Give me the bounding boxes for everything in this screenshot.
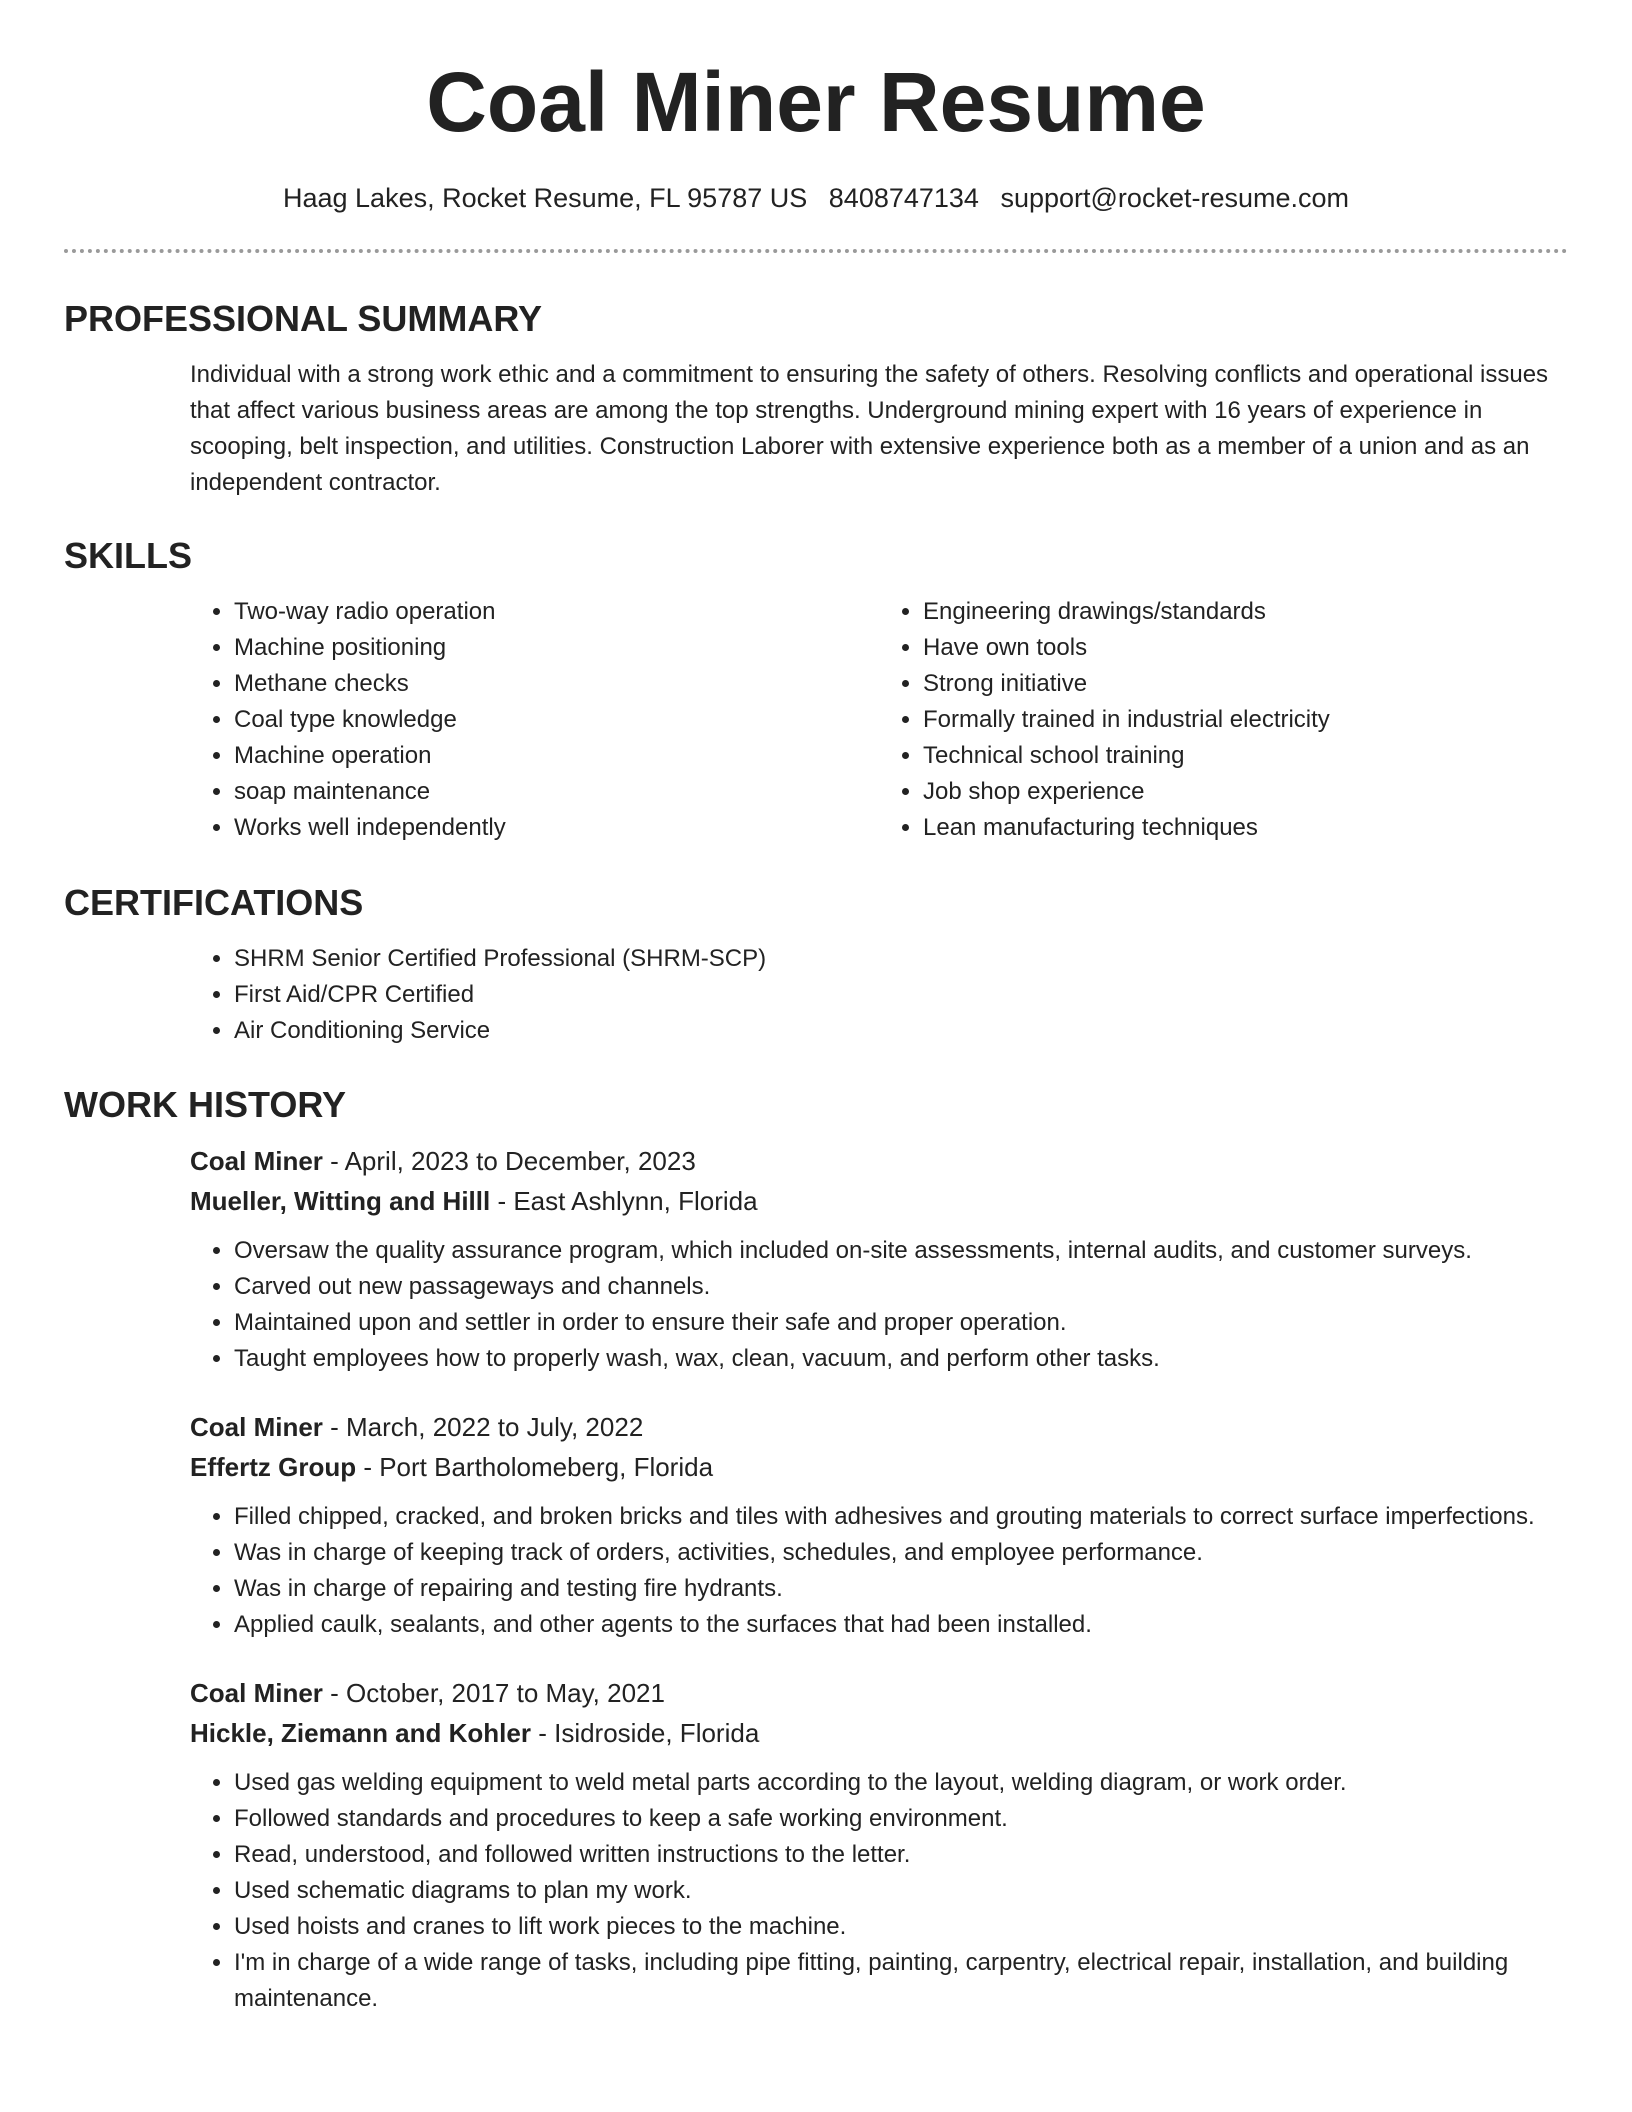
skills-list-left bbox=[190, 594, 879, 846]
job-duties bbox=[190, 1233, 1568, 1377]
job-company: Hickle, Ziemann and Kohler bbox=[190, 1718, 531, 1748]
job-duty: • Used gas welding equipment to weld metal parts according to the layout, welding diagram, or work order. bbox=[234, 1765, 1568, 1801]
certification-item: • First Aid/CPR Certified bbox=[234, 977, 1568, 1013]
certifications-list bbox=[190, 941, 1568, 1049]
summary-section bbox=[64, 297, 1568, 501]
skills-grid bbox=[190, 594, 1568, 846]
contact-line bbox=[0, 180, 1632, 216]
job-company-line bbox=[190, 1713, 1568, 1753]
certifications-heading: CERTIFICATIONS bbox=[64, 882, 364, 923]
skill-item: • Strong initiative bbox=[923, 666, 1568, 702]
summary-text: Individual with a strong work ethic and a commitment to ensuring the safety of others. Resolving conflicts and operational issues that affect various business areas are among the top strengths. Underground mining expert with 16 years of experience in scooping, belt inspection, and utilities. Construction Laborer with extensive experience both as a member of a union and as an independent contractor. bbox=[190, 361, 1549, 496]
job-entry bbox=[190, 1673, 1568, 2017]
skills-section bbox=[64, 534, 1568, 846]
skill-item: • Methane checks bbox=[234, 666, 879, 702]
job-dates: - March, 2022 to July, 2022 bbox=[322, 1412, 644, 1442]
skill-item: • Have own tools bbox=[923, 630, 1568, 666]
job-duties bbox=[190, 1499, 1568, 1643]
skill-item: • Two-way radio operation bbox=[234, 594, 879, 630]
job-entry bbox=[190, 1141, 1568, 1377]
certification-item: • SHRM Senior Certified Professional (SHRM-SCP) bbox=[234, 941, 1568, 977]
job-company-line bbox=[190, 1181, 1568, 1221]
job-duty: • Read, understood, and followed written instructions to the letter. bbox=[234, 1837, 1568, 1873]
skill-item: • Works well independently bbox=[234, 810, 879, 846]
job-location: - East Ashlynn, Florida bbox=[490, 1186, 758, 1216]
certifications-section bbox=[64, 881, 1568, 1049]
job-title-line bbox=[190, 1141, 1568, 1181]
header-divider bbox=[64, 249, 1568, 253]
job-location: - Port Bartholomeberg, Florida bbox=[356, 1452, 714, 1482]
job-duty: • Used hoists and cranes to lift work pieces to the machine. bbox=[234, 1909, 1568, 1945]
skill-item: • Machine operation bbox=[234, 738, 879, 774]
skills-heading: SKILLS bbox=[64, 535, 193, 576]
job-duty: • Applied caulk, sealants, and other agents to the surfaces that had been installed. bbox=[234, 1607, 1568, 1643]
job-company: Effertz Group bbox=[190, 1452, 357, 1482]
job-duty: • Carved out new passageways and channels. bbox=[234, 1269, 1568, 1305]
job-duty: • Taught employees how to properly wash, wax, clean, vacuum, and perform other tasks. bbox=[234, 1341, 1568, 1377]
job-dates: - October, 2017 to May, 2021 bbox=[322, 1678, 665, 1708]
job-company: Mueller, Witting and Hilll bbox=[190, 1186, 491, 1216]
job-duty: • Followed standards and procedures to keep a safe working environment. bbox=[234, 1801, 1568, 1837]
job-title: Coal Miner bbox=[190, 1146, 323, 1176]
job-company-line bbox=[190, 1447, 1568, 1487]
job-duty: • Maintained upon and settler in order to ensure their safe and proper operation. bbox=[234, 1305, 1568, 1341]
skill-item: • Engineering drawings/standards bbox=[923, 594, 1568, 630]
summary-heading: PROFESSIONAL SUMMARY bbox=[64, 298, 543, 339]
job-duty: • Oversaw the quality assurance program, which included on-site assessments, internal audits, and customer surveys. bbox=[234, 1233, 1568, 1269]
work-history-section bbox=[64, 1083, 1568, 2047]
contact-address: Haag Lakes, Rocket Resume, FL 95787 US bbox=[282, 183, 808, 213]
summary-body bbox=[190, 357, 1568, 501]
job-duty: • Filled chipped, cracked, and broken bricks and tiles with adhesives and grouting materials to correct surface imperfections. bbox=[234, 1499, 1568, 1535]
skill-item: • Job shop experience bbox=[923, 774, 1568, 810]
job-duties bbox=[190, 1765, 1568, 2017]
job-duty: • Was in charge of repairing and testing fire hydrants. bbox=[234, 1571, 1568, 1607]
contact-email: support@rocket-resume.com bbox=[1000, 183, 1349, 213]
job-entry bbox=[190, 1407, 1568, 1643]
work-history-body bbox=[190, 1141, 1568, 2017]
skill-item: • Lean manufacturing techniques bbox=[923, 810, 1568, 846]
skill-item: • Coal type knowledge bbox=[234, 702, 879, 738]
job-title: Coal Miner bbox=[190, 1678, 323, 1708]
job-title-line bbox=[190, 1407, 1568, 1447]
resume-title: Coal Miner Resume bbox=[426, 55, 1206, 149]
skill-item: • soap maintenance bbox=[234, 774, 879, 810]
skill-item: • Technical school training bbox=[923, 738, 1568, 774]
job-title-line bbox=[190, 1673, 1568, 1713]
skill-item: • Formally trained in industrial electricity bbox=[923, 702, 1568, 738]
contact-phone: 8408747134 bbox=[828, 183, 979, 213]
job-dates: - April, 2023 to December, 2023 bbox=[322, 1146, 696, 1176]
job-duty: • Was in charge of keeping track of orders, activities, schedules, and employee performance. bbox=[234, 1535, 1568, 1571]
job-title: Coal Miner bbox=[190, 1412, 323, 1442]
skill-item: • Machine positioning bbox=[234, 630, 879, 666]
certification-item: • Air Conditioning Service bbox=[234, 1013, 1568, 1049]
job-duty: • I'm in charge of a wide range of tasks, including pipe fitting, painting, carpentry, electrical repair, installation, and building maintenance. bbox=[234, 1945, 1568, 2017]
job-location: - Isidroside, Florida bbox=[530, 1718, 760, 1748]
skills-list-right bbox=[879, 594, 1568, 846]
job-duty: • Used schematic diagrams to plan my work. bbox=[234, 1873, 1568, 1909]
work-history-heading: WORK HISTORY bbox=[64, 1084, 347, 1125]
certifications-body bbox=[190, 941, 1568, 1049]
